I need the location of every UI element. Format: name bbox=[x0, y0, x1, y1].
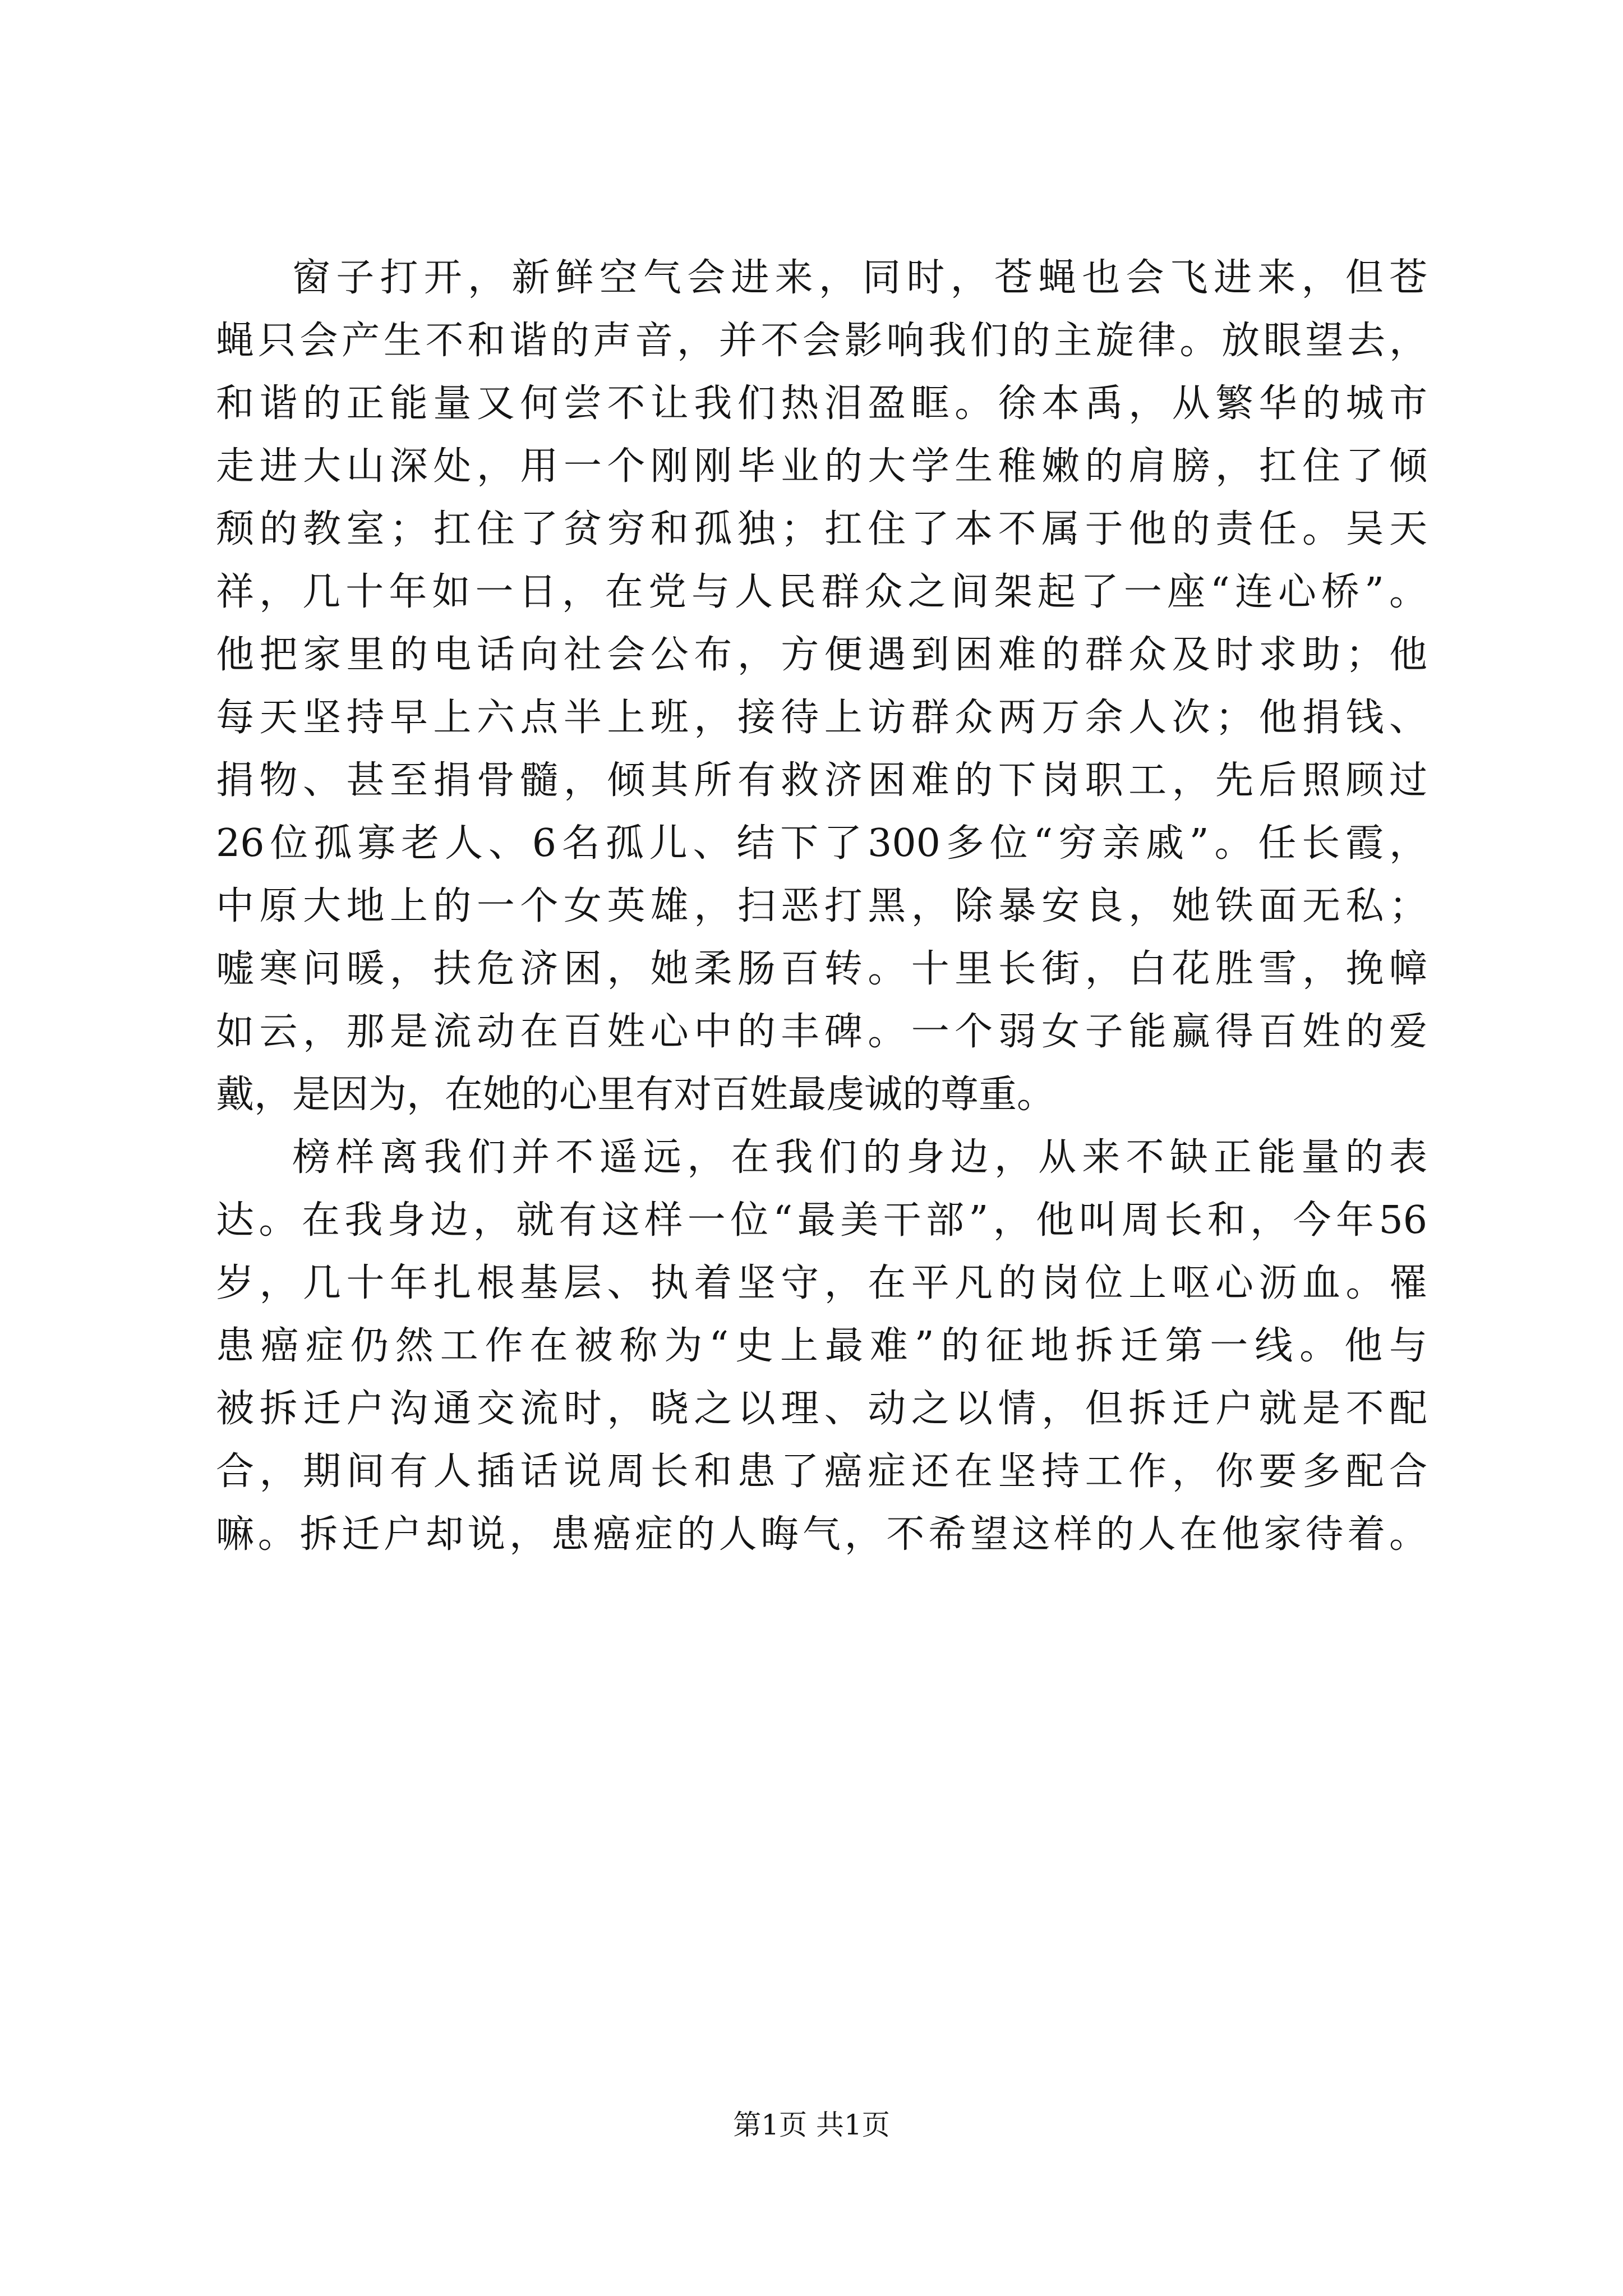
text-line: 走进大山深处，用一个刚刚毕业的大学生稚嫩的肩膀，扛住了倾 bbox=[216, 444, 1427, 489]
text-line: 他把家里的电话向社会公布，方便遇到困难的群众及时求助；他 bbox=[216, 633, 1427, 677]
text-line: 被拆迁户沟通交流时，晓之以理、动之以情，但拆迁户就是不配 bbox=[216, 1387, 1427, 1431]
page-footer bbox=[0, 2102, 1623, 2143]
text-line: 榜样离我们并不遥远，在我们的身边，从来不缺正能量的表 bbox=[292, 1135, 1427, 1180]
paragraph-1 bbox=[216, 247, 1427, 1126]
text-line: 捐物、甚至捐骨髓，倾其所有救济困难的下岗职工，先后照顾过 bbox=[216, 758, 1427, 803]
text-line: 祥，几十年如一日，在党与人民群众之间架起了一座“连心桥”。 bbox=[216, 570, 1427, 614]
text-line: 岁，几十年扎根基层、执着坚守，在平凡的岗位上呕心沥血。罹 bbox=[216, 1261, 1427, 1305]
text-line: 中原大地上的一个女英雄，扫恶打黑，除暴安良，她铁面无私； bbox=[216, 884, 1427, 928]
text-line: 颓的教室；扛住了贫穷和孤独；扛住了本不属于他的责任。吴天 bbox=[216, 507, 1427, 551]
text-line: 26位孤寡老人、6名孤儿、结下了300多位“穷亲戚”。任长霞， bbox=[216, 821, 1427, 866]
text-line: 和谐的正能量又何尝不让我们热泪盈眶。徐本禹，从繁华的城市 bbox=[216, 381, 1427, 426]
text-line: 窗子打开，新鲜空气会进来，同时，苍蝇也会飞进来，但苍 bbox=[292, 256, 1427, 300]
paragraph-2 bbox=[216, 1126, 1427, 1566]
text-line: 嘛。拆迁户却说，患癌症的人晦气，不希望这样的人在他家待着。 bbox=[216, 1512, 1427, 1557]
text-line: 达。在我身边，就有这样一位“最美干部”，他叫周长和，今年56 bbox=[216, 1198, 1427, 1243]
text-line: 蝇只会产生不和谐的声音，并不会影响我们的主旋律。放眼望去， bbox=[216, 319, 1427, 363]
text-line: 嘘寒问暖，扶危济困，她柔肠百转。十里长街，白花胜雪，挽幛 bbox=[216, 947, 1427, 991]
text-line: 合，期间有人插话说周长和患了癌症还在坚持工作，你要多配合 bbox=[216, 1450, 1427, 1494]
text-line: 患癌症仍然工作在被称为“史上最难”的征地拆迁第一线。他与 bbox=[216, 1324, 1427, 1368]
text-line: 戴，是因为，在她的心里有对百姓最虔诚的尊重。 bbox=[216, 1073, 1055, 1117]
text-line: 如云，那是流动在百姓心中的丰碑。一个弱女子能赢得百姓的爱 bbox=[216, 1010, 1427, 1054]
text-line: 每天坚持早上六点半上班，接待上访群众两万余人次；他捐钱、 bbox=[216, 696, 1427, 740]
page-number-label: 第1页 共1页 bbox=[733, 2109, 890, 2141]
document-body bbox=[216, 247, 1427, 1566]
